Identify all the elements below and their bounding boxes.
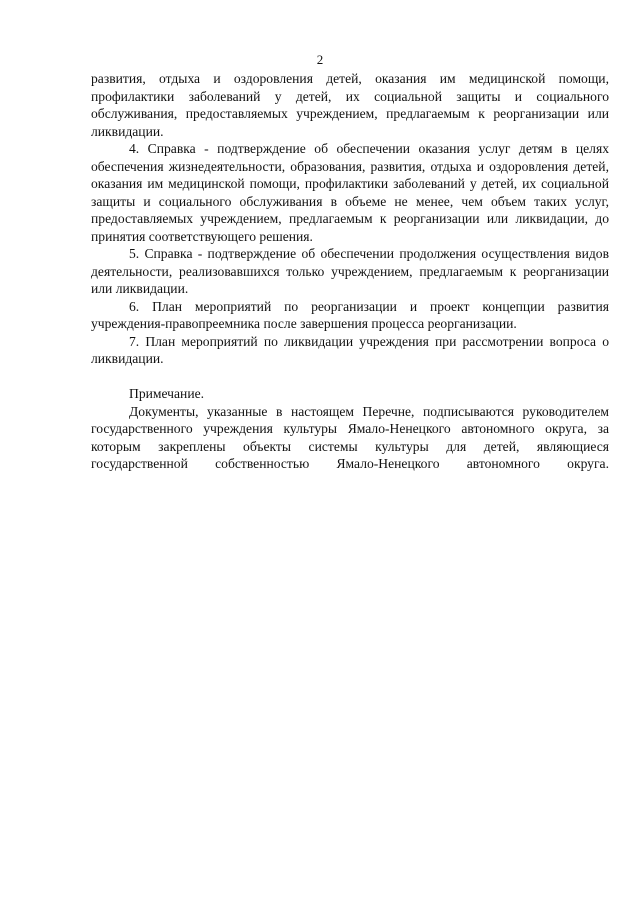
page-number: 2 — [316, 52, 324, 67]
note-heading: Примечание. — [129, 386, 205, 401]
paragraph-item-6: 6. План мероприятий по реорганизации и проект концепции развития учреждения-правопреемника после завершения процесса реорганизации. — [91, 298, 609, 331]
paragraph-item-5: 5. Справка - подтверждение об обеспечении продолжения осуществления видов деятельности, реализовавшихся только учреждением, предлагаемым к реорганизации или ликвидации. — [91, 246, 609, 296]
paragraph-continuation: развития, отдыха и оздоровления детей, оказания им медицинской помощи, профилактики заболеваний у детей, их социальной защиты и социального обслуживания, предоставляемых учреждением, предлагаемым к реорганизации или ликвидации. — [91, 71, 609, 139]
document-body — [91, 70, 609, 473]
blank-line — [91, 368, 609, 386]
note-text: Документы, указанные в настоящем Перечне, подписываются руководителем государственного учреждения культуры Ямало-Ненецкого автономного округа, за которым закреплены объекты системы культуры для детей, являющиеся государственной собственностью Ямало-Ненецкого автономного округа. — [91, 403, 609, 471]
paragraph-item-7: 7. План мероприятий по ликвидации учреждения при рассмотрении вопроса о ликвидации. — [91, 333, 609, 366]
paragraph-item-4: 4. Справка - подтверждение об обеспечении оказания услуг детям в целях обеспечения жизнедеятельности, образования, развития, отдыха и оздоровления детей, оказания им медицинской помощи, профилактики заболеваний у детей, их социальной защиты и социального обслуживания в объеме не менее, чем объем таких услуг, предоставляемых учреждением, предлагаемым к реорганизации или ликвидации, до принятия соответствующего решения. — [91, 141, 609, 244]
